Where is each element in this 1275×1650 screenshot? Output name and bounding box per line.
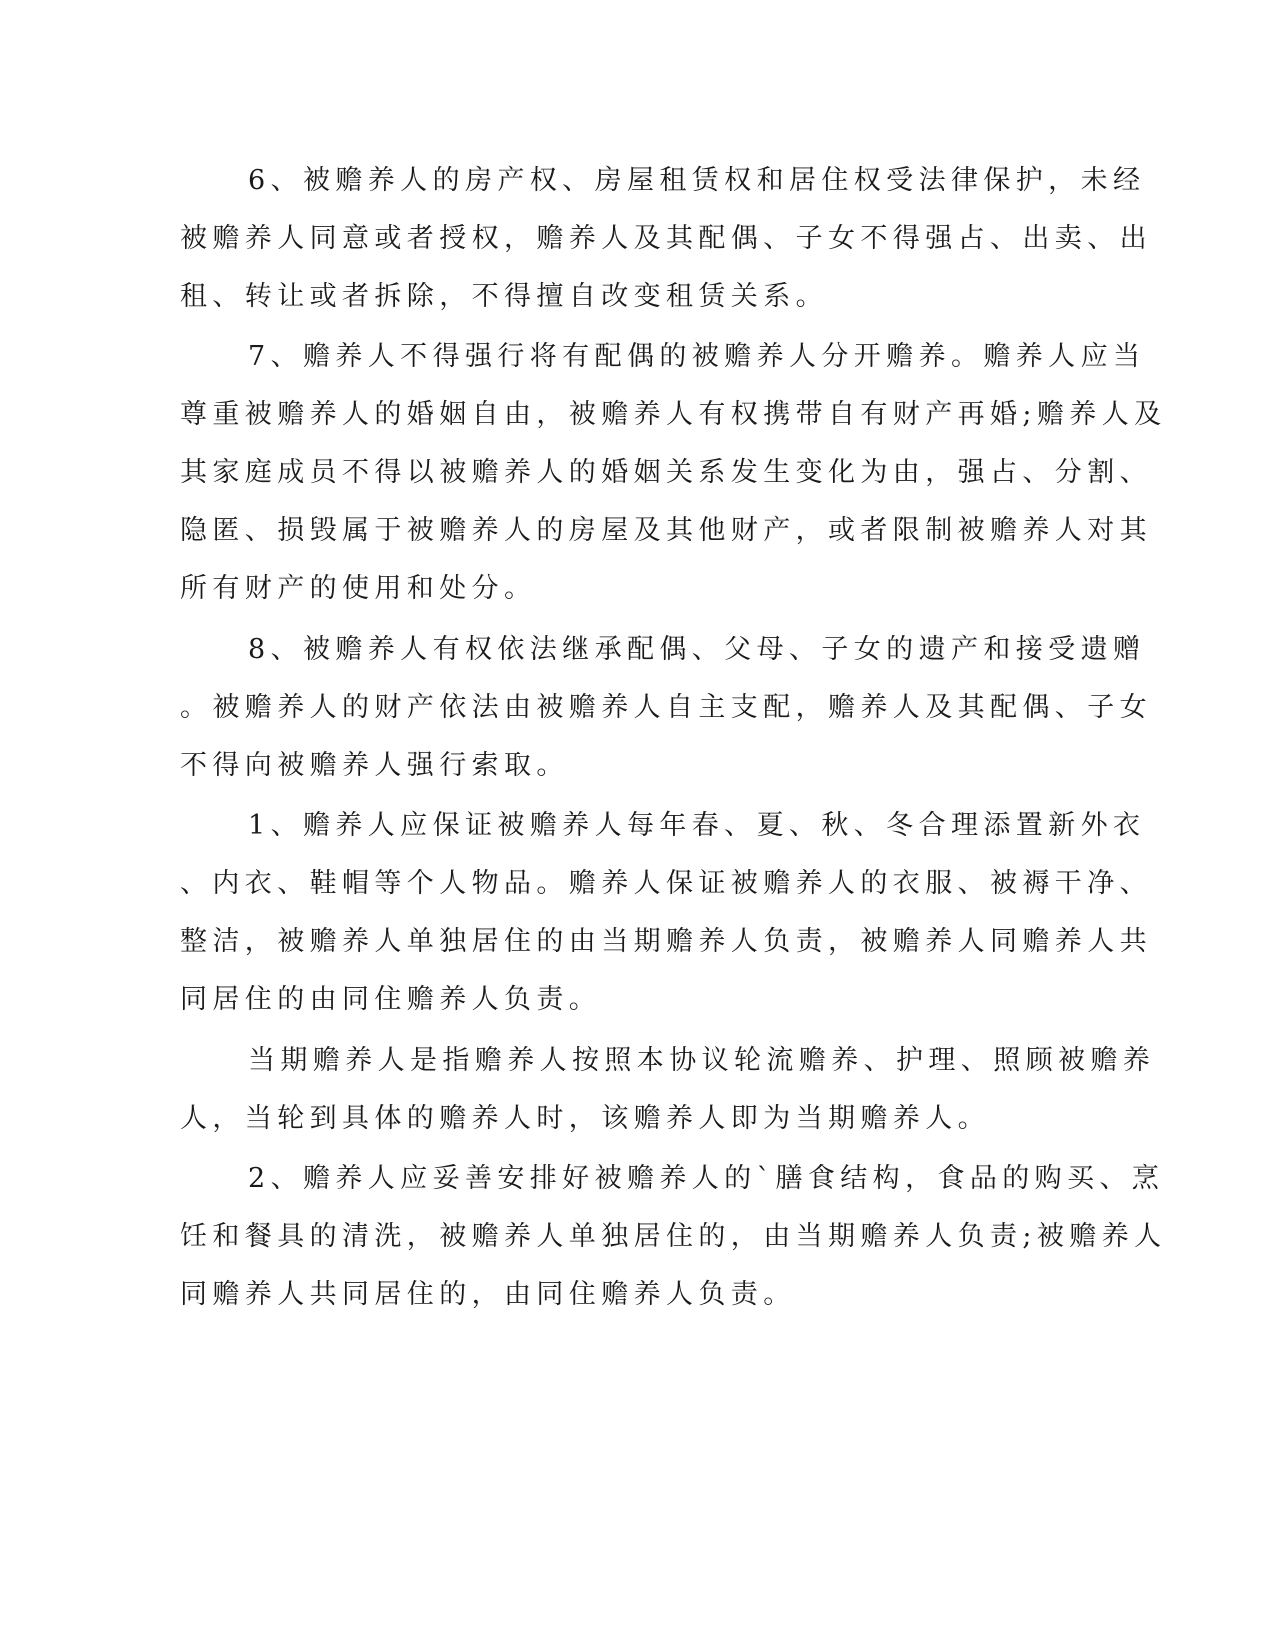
paragraph-8-line-3: 不得向被赡养人强行索取。 xyxy=(180,750,569,781)
paragraph-8-line-1: 8、被赡养人有权依法继承配偶、父母、子女的遗产和接受遗赠 xyxy=(248,634,1146,665)
paragraph-1-line-1: 1、赡养人应保证被赡养人每年春、夏、秋、冬合理添置新外衣 xyxy=(248,810,1146,841)
paragraph-1-line-4: 同居住的由同住赡养人负责。 xyxy=(180,984,602,1015)
paragraph-2-line-2: 饪和餐具的清洗，被赡养人单独居住的，由当期赡养人负责;被赡养人 xyxy=(180,1221,1167,1252)
paragraph-7-line-1: 7、赡养人不得强行将有配偶的被赡养人分开赡养。赡养人应当 xyxy=(248,341,1146,372)
paragraph-7-line-4: 隐匿、损毁属于被赡养人的房屋及其他财产，或者限制被赡养人对其 xyxy=(180,515,1152,546)
paragraph-7-line-3: 其家庭成员不得以被赡养人的婚姻关系发生变化为由，强占、分割、 xyxy=(180,457,1152,488)
paragraph-6-line-2: 被赡养人同意或者授权，赡养人及其配偶、子女不得强占、出卖、出 xyxy=(180,223,1152,254)
paragraph-7-line-2: 尊重被赡养人的婚姻自由，被赡养人有权携带自有财产再婚;赡养人及 xyxy=(180,399,1167,430)
paragraph-8-line-2: 。被赡养人的财产依法由被赡养人自主支配，赡养人及其配偶、子女 xyxy=(180,692,1152,723)
paragraph-6-line-1: 6、被赡养人的房产权、房屋租赁权和居住权受法律保护，未经 xyxy=(248,165,1146,196)
paragraph-2-line-3: 同赡养人共同居住的，由同住赡养人负责。 xyxy=(180,1279,796,1310)
paragraph-1-line-3: 整洁，被赡养人单独居住的由当期赡养人负责，被赡养人同赡养人共 xyxy=(180,926,1152,957)
paragraph-definition-line-2: 人，当轮到具体的赡养人时，该赡养人即为当期赡养人。 xyxy=(180,1103,990,1134)
paragraph-definition-line-1: 当期赡养人是指赡养人按照本协议轮流赡养、护理、照顾被赡养 xyxy=(248,1045,1156,1076)
paragraph-1-line-2: 、内衣、鞋帽等个人物品。赡养人保证被赡养人的衣服、被褥干净、 xyxy=(180,868,1152,899)
paragraph-7-line-5: 所有财产的使用和处分。 xyxy=(180,573,537,604)
paragraph-6-line-3: 租、转让或者拆除，不得擅自改变租赁关系。 xyxy=(180,281,828,312)
paragraph-2-line-1: 2、赡养人应妥善安排好被赡养人的`膳食结构，食品的购买、烹 xyxy=(248,1163,1165,1194)
